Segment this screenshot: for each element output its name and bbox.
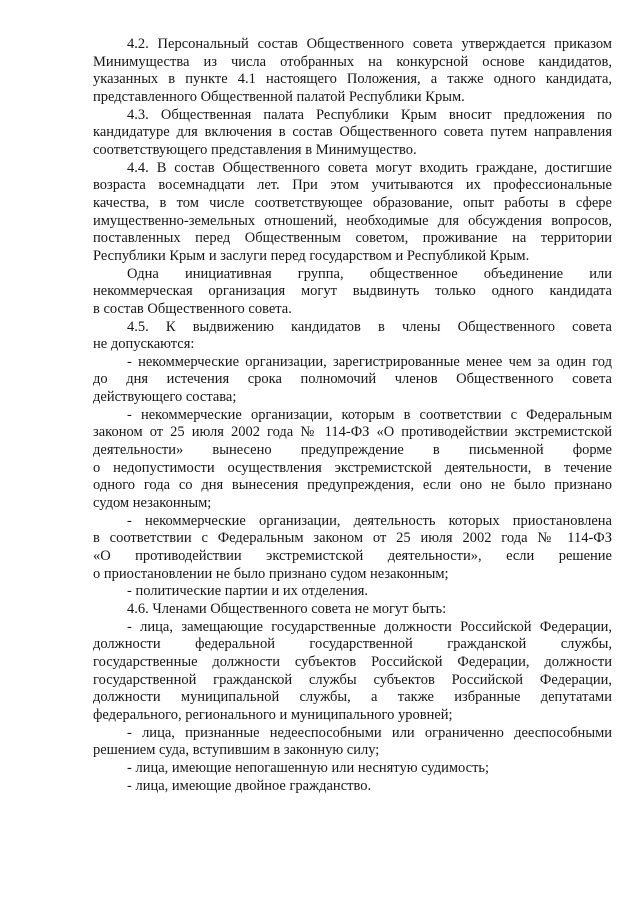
clause-4-6 [93, 601, 612, 619]
text-line: действующего состава; [93, 389, 237, 406]
text-line: одного года со дня вынесения предупреждения, если оно не было признано [93, 477, 612, 494]
text-line: 4.3. Общественная палата Республики Крым вносит предложения по [127, 106, 612, 123]
text-line: - некоммерческие организации, зарегистрированные менее чем за один год [127, 353, 612, 370]
text-line: 4.5. К выдвижению кандидатов в члены Общественного совета [127, 318, 612, 335]
clause-4-5-item-1 [93, 354, 612, 407]
text-line: - политические партии и их отделения. [127, 583, 369, 600]
text-line: соответствующего представления в Минимущество. [93, 141, 417, 158]
text-line: законом от 25 июля 2002 года № 114-ФЗ «О противодействии экстремистской [93, 424, 612, 441]
text-line: некоммерческая организация могут выдвинуть только одного кандидата [93, 283, 612, 300]
text-line: Минимущества из числа отобранных на конкурсной основе кандидатов, [93, 53, 612, 70]
text-line: деятельности» вынесено предупреждение в письменной форме [93, 442, 612, 459]
text-line: кандидатуре для включения в состав Общественного совета путем направления [93, 124, 612, 141]
text-line: качества, в том числе соответствующее образование, опыт работы в сфере [93, 194, 612, 211]
clause-4-3 [93, 107, 612, 160]
clause-4-5-item-4 [93, 583, 612, 601]
clause-4-6-item-3 [93, 760, 612, 778]
text-line: - лица, замещающие государственные должности Российской Федерации, [127, 618, 612, 635]
text-line: 4.2. Персональный состав Общественного совета утверждается приказом [127, 36, 612, 52]
clause-4-6-item-2 [93, 725, 612, 760]
text-line: Республики Крым и заслуги перед государством и Республикой Крым. [93, 247, 530, 264]
text-line: имущественно-земельных отношений, необходимые для обсуждения вопросов, [93, 212, 612, 229]
text-line: - некоммерческие организации, которым в соответствии с Федеральным [127, 406, 612, 423]
clause-4-6-item-1 [93, 619, 612, 725]
text-line: должности федеральной государственной гражданской службы, [93, 636, 612, 653]
text-line: решением суда, вступившим в законную силу; [93, 742, 380, 759]
text-line: о недопустимости осуществления экстремистской деятельности, в течение [93, 459, 612, 476]
text-line: возраста восемнадцати лет. При этом учитываются их профессиональные [93, 177, 612, 194]
text-line: государственной гражданской службы субъектов Российской Федерации, [93, 671, 612, 688]
clause-4-6-item-4 [93, 778, 612, 796]
clause-4-2 [93, 36, 612, 107]
text-line: - некоммерческие организации, деятельность которых приостановлена [127, 512, 612, 529]
clause-4-4 [93, 160, 612, 266]
text-line: государственные должности субъектов Российской Федерации, должности [93, 653, 612, 670]
clause-4-5-item-3 [93, 513, 612, 584]
text-line: Одна инициативная группа, общественное объединение или [127, 265, 612, 282]
text-line: представленного Общественной палатой Республики Крым. [93, 88, 465, 105]
text-line: - лица, имеющие двойное гражданство. [127, 777, 372, 794]
text-line: 4.6. Членами Общественного совета не могут быть: [127, 601, 447, 617]
text-line: 4.4. В состав Общественного совета могут входить граждане, достигшие [127, 159, 612, 176]
text-line: о приостановлении не было признано судом незаконным; [93, 565, 449, 582]
text-line: - лица, имеющие непогашенную или неснятую судимость; [127, 759, 490, 776]
text-line: должности муниципальной службы, а также избранные депутатами [93, 689, 612, 706]
clause-4-5 [93, 319, 612, 354]
text-line: - лица, признанные недееспособными или ограниченно дееспособными [127, 724, 612, 741]
text-line: не допускаются: [93, 336, 195, 353]
text-line: судом незаконным; [93, 495, 212, 512]
document-body [93, 36, 612, 795]
text-line: указанных в пункте 4.1 настоящего Положения, а также одного кандидата, [93, 71, 612, 88]
text-line: до дня истечения срока полномочий членов Общественного совета [93, 371, 612, 388]
text-line: «О противодействии экстремистской деятельности», если решение [93, 548, 612, 565]
clause-4-4-nomination [93, 266, 612, 319]
text-line: поставленных перед Общественным советом, проживание на территории [93, 230, 612, 247]
clause-4-5-item-2 [93, 407, 612, 513]
text-line: в соответствии с Федеральным законом от 25 июля 2002 года № 114-ФЗ [93, 530, 612, 547]
text-line: в состав Общественного совета. [93, 300, 292, 317]
text-line: федерального, регионального и муниципального уровней; [93, 706, 453, 723]
